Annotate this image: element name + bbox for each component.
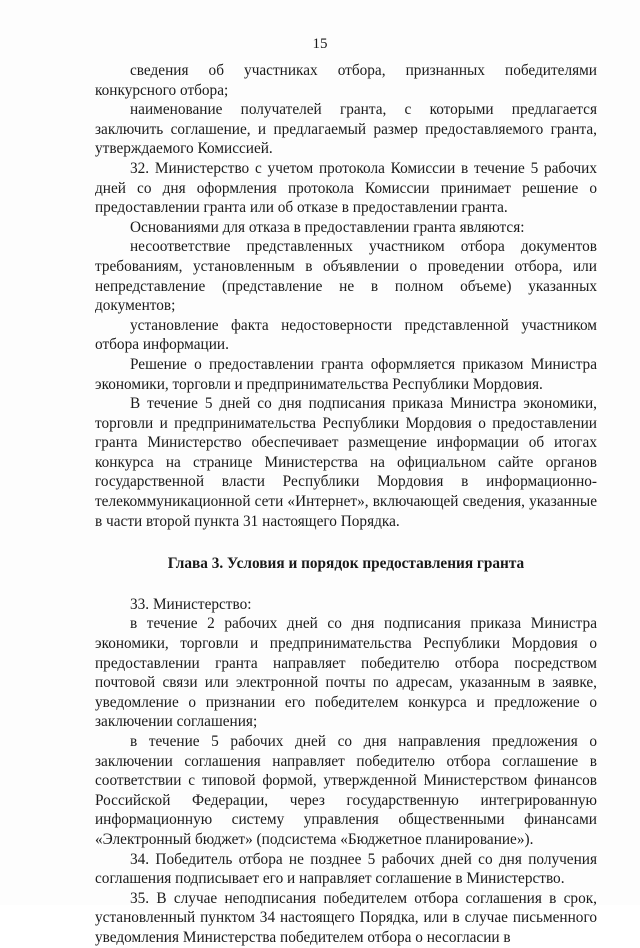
paragraph: В течение 5 дней со дня подписания приказа Министра экономики, торговли и предпринимательства Республики Мордовия о предоставлении гранта Министерство обеспечивает размещение информации об итогах конкурса на странице Министерства на официальном сайте органов государственной власти Республики Мордовия в информационно-телекоммуникационной сети «Интернет», включающей сведения, указанные в части второй пункта 31 настоящего Порядка. <box>95 395 597 530</box>
paragraph: 35. В случае неподписания победителем отбора соглашения в срок, установленный пунктом 34 настоящего Порядка, или в случае письменного уведомления Министерства победителем отбора о несогласии в <box>95 889 597 946</box>
paragraph: Основаниями для отказа в предоставлении гранта являются: <box>130 218 525 236</box>
paragraph: 34. Победитель отбора не позднее 5 рабочих дней со дня получения соглашения подписывает его и направляет соглашение в Министерство. <box>95 850 597 888</box>
paragraph: в течение 2 рабочих дней со дня подписания приказа Министра экономики, торговли и предпринимательства Республики Мордовия о предоставлении гранта направляет победителю отбора посредством почтовой связи или электронной почты по адресам, указанным в заявке, уведомление о признании его победителем конкурса и предложение о заключении соглашения; <box>95 615 597 731</box>
paragraph: Решение о предоставлении гранта оформляется приказом Министра экономики, торговли и предпринимательства Республики Мордовия. <box>95 355 597 393</box>
paragraph: в течение 5 рабочих дней со дня направления предложения о заключении соглашения направляет победителю отбора соглашение в соответствии с типовой формой, утвержденной Министерством финансов Российской Федерации, через государственную интегрированную информационную систему управления общественными финансами «Электронный бюджет» (подсистема «Бюджетное планирование»). <box>95 733 597 848</box>
paragraph: 32. Министерство с учетом протокола Комиссии в течение 5 рабочих дней со дня оформления протокола Комиссии принимает решение о предоставлении гранта или об отказе в предоставлении гранта. <box>95 159 597 217</box>
document-body <box>95 61 597 948</box>
chapter-heading: Глава 3. Условия и порядок предоставления гранта <box>167 555 525 573</box>
paragraph: сведения об участниках отбора, признанных победителями конкурсного отбора; <box>95 62 597 99</box>
page-number: 15 <box>312 36 328 52</box>
paragraph: 33. Министерство: <box>130 595 252 613</box>
paragraph: установление факта недостоверности представленной участником отбора информации. <box>95 316 597 354</box>
paragraph: несоответствие представленных участником отбора документов требованиям, установленным в объявлении о проведении отбора, или непредставление (представление не в полном объеме) указанных документов; <box>95 238 597 315</box>
paragraph: наименование получателей гранта, с которыми предлагается заключить соглашение, и предлагаемый размер предоставляемого гранта, утверждаемого Комиссией. <box>95 101 597 158</box>
